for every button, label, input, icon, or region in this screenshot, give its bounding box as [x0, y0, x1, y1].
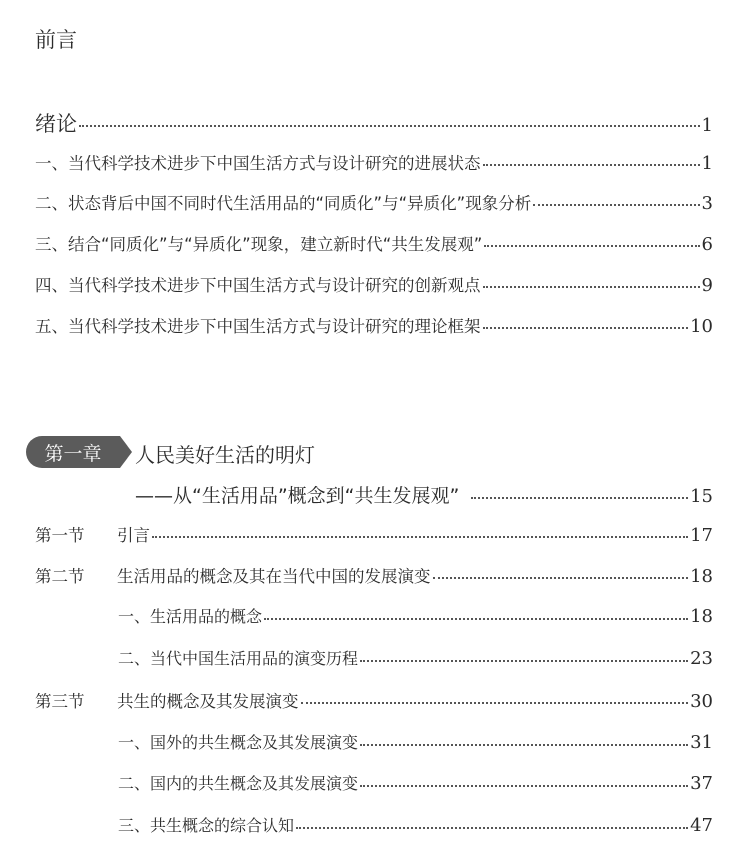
- page-number: 17: [690, 525, 713, 546]
- leader-dots: [79, 125, 700, 127]
- section-number: 第二节: [35, 567, 85, 586]
- page-number: 18: [690, 606, 713, 627]
- toc-entry-intro-4[interactable]: [35, 272, 713, 296]
- page-number: 1: [701, 153, 713, 174]
- toc-entry-section-3[interactable]: [35, 688, 713, 712]
- toc-entry-intro[interactable]: [35, 108, 713, 138]
- toc-label: 二、状态背后中国不同时代生活用品的“同质化”与“异质化”现象分析: [35, 194, 532, 213]
- toc-label: 共生的概念及其发展演变: [117, 692, 299, 711]
- toc-label: 三、结合“同质化”与“异质化”现象，建立新时代“共生发展观”: [35, 235, 483, 254]
- chapter-badge: 第一章: [26, 436, 120, 468]
- toc-entry-subsection[interactable]: [118, 813, 713, 836]
- leader-dots: [483, 327, 689, 329]
- leader-dots: [533, 204, 699, 206]
- leader-dots: [433, 577, 689, 579]
- toc-label: 四、当代科学技术进步下中国生活方式与设计研究的创新观点: [35, 276, 481, 295]
- toc-entry-subsection[interactable]: [118, 771, 713, 794]
- leader-dots: [483, 286, 700, 288]
- toc-label: 二、国内的共生概念及其发展演变: [118, 774, 359, 793]
- leader-dots: [360, 744, 688, 746]
- page-number: 3: [701, 193, 713, 214]
- page-number: 18: [690, 566, 713, 587]
- leader-dots: [471, 497, 688, 499]
- page-number: 31: [690, 732, 713, 753]
- leader-dots: [296, 827, 688, 829]
- section-number: 第三节: [35, 692, 85, 711]
- leader-dots: [484, 245, 699, 247]
- page-number: 9: [701, 275, 713, 296]
- page-number: 15: [690, 486, 713, 507]
- leader-dots: [301, 702, 689, 704]
- toc-entry-subsection[interactable]: [118, 730, 713, 753]
- toc-label: 生活用品的概念及其在当代中国的发展演变: [117, 567, 431, 586]
- section-number: 第一节: [35, 526, 85, 545]
- toc-entry-subsection[interactable]: [118, 604, 713, 627]
- toc-entry-intro-1[interactable]: [35, 150, 713, 174]
- leader-dots: [264, 618, 688, 620]
- page-number: 10: [690, 316, 713, 337]
- toc-label: 一、国外的共生概念及其发展演变: [118, 733, 359, 752]
- page-number: 1: [701, 115, 713, 136]
- page-number: 6: [701, 234, 713, 255]
- toc-label: 一、生活用品的概念: [118, 607, 263, 626]
- page-number: 37: [690, 773, 713, 794]
- chapter-title: 人民美好生活的明灯: [135, 443, 315, 467]
- leader-dots: [152, 536, 688, 538]
- toc-entry-subsection[interactable]: [118, 646, 713, 669]
- page-number: 47: [690, 815, 713, 836]
- leader-dots: [483, 164, 700, 166]
- page-number: 30: [690, 691, 713, 712]
- leader-dots: [360, 660, 688, 662]
- toc-entry-intro-3[interactable]: [35, 231, 713, 255]
- toc-entry-intro-2[interactable]: [35, 190, 713, 214]
- toc-label: 二、当代中国生活用品的演变历程: [118, 649, 359, 668]
- toc-entry-chapter-1[interactable]: [135, 481, 713, 508]
- toc-label: 绪论: [35, 112, 77, 136]
- toc-entry-section-1[interactable]: [35, 522, 713, 546]
- preface-heading: 前言: [35, 28, 77, 52]
- toc-label: 一、当代科学技术进步下中国生活方式与设计研究的进展状态: [35, 154, 481, 173]
- toc-label: 引言: [117, 526, 150, 545]
- toc-label: 五、当代科学技术进步下中国生活方式与设计研究的理论框架: [35, 317, 481, 336]
- chapter-subtitle: ——从“生活用品”概念到“共生发展观”: [135, 485, 460, 507]
- leader-dots: [360, 785, 688, 787]
- page-number: 23: [690, 648, 713, 669]
- toc-entry-section-2[interactable]: [35, 563, 713, 587]
- toc-label: 三、共生概念的综合认知: [118, 816, 295, 835]
- toc-entry-intro-5[interactable]: [35, 313, 713, 337]
